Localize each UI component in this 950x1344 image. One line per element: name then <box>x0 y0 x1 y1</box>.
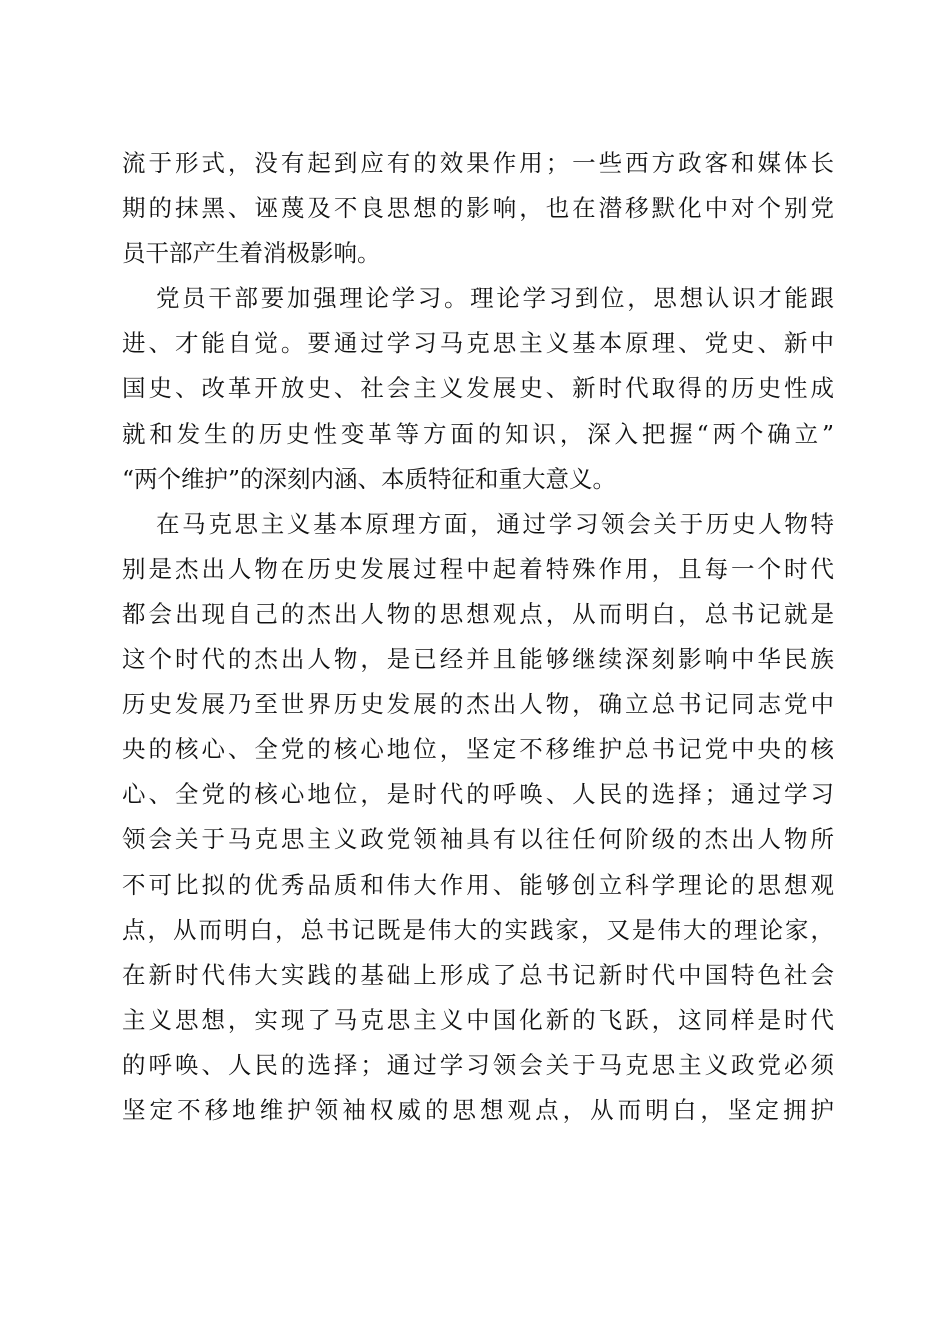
text-line: 流于形式，没有起到应有的效果作用；一些西方政客和媒体长 <box>122 149 834 177</box>
text-line: 心、全党的核心地位，是时代的呼唤、人民的选择；通过学习 <box>122 780 834 809</box>
text-line: 就和发生的历史性变革等方面的知识，深入把握“两个确立” <box>122 419 834 448</box>
text-line: 在马克思主义基本原理方面，通过学习领会关于历史人物特 <box>156 509 834 538</box>
body-text <box>122 141 834 1133</box>
text-line: 领会关于马克思主义政党领袖具有以往任何阶级的杰出人物所 <box>122 825 834 854</box>
text-line: 国史、改革开放史、社会主义发展史、新时代取得的历史性成 <box>122 374 834 403</box>
text-line: 进、才能自觉。要通过学习马克思主义基本原理、党史、新中 <box>122 329 834 358</box>
text-line: 在新时代伟大实践的基础上形成了总书记新时代中国特色社会 <box>122 960 834 989</box>
text-line: 央的核心、全党的核心地位，坚定不移维护总书记党中央的核 <box>122 735 834 764</box>
text-line: 期的抹黑、诬蔑及不良思想的影响，也在潜移默化中对个别党 <box>122 194 834 223</box>
text-line: 点，从而明白，总书记既是伟大的实践家，又是伟大的理论家， <box>122 915 834 944</box>
text-line: 都会出现自己的杰出人物的思想观点，从而明白，总书记就是 <box>122 599 834 628</box>
text-line: 历史发展乃至世界历史发展的杰出人物，确立总书记同志党中 <box>122 690 834 719</box>
text-line: 这个时代的杰出人物，是已经并且能够继续深刻影响中华民族 <box>122 645 834 674</box>
text-line: 党员干部要加强理论学习。理论学习到位，思想认识才能跟 <box>156 284 834 313</box>
text-line: 别是杰出人物在历史发展过程中起着特殊作用，且每一个时代 <box>122 554 834 583</box>
text-line: 坚定不移地维护领袖权威的思想观点，从而明白，坚定拥护 <box>122 1095 834 1124</box>
text-line: “两个维护”的深刻内涵、本质特征和重大意义。 <box>122 464 617 493</box>
text-line: 主义思想，实现了马克思主义中国化新的飞跃，这同样是时代 <box>122 1005 834 1034</box>
text-line: 的呼唤、人民的选择；通过学习领会关于马克思主义政党必须 <box>122 1050 834 1079</box>
text-line: 不可比拟的优秀品质和伟大作用、能够创立科学理论的思想观 <box>122 870 834 899</box>
text-line: 员干部产生着消极影响。 <box>122 239 381 268</box>
